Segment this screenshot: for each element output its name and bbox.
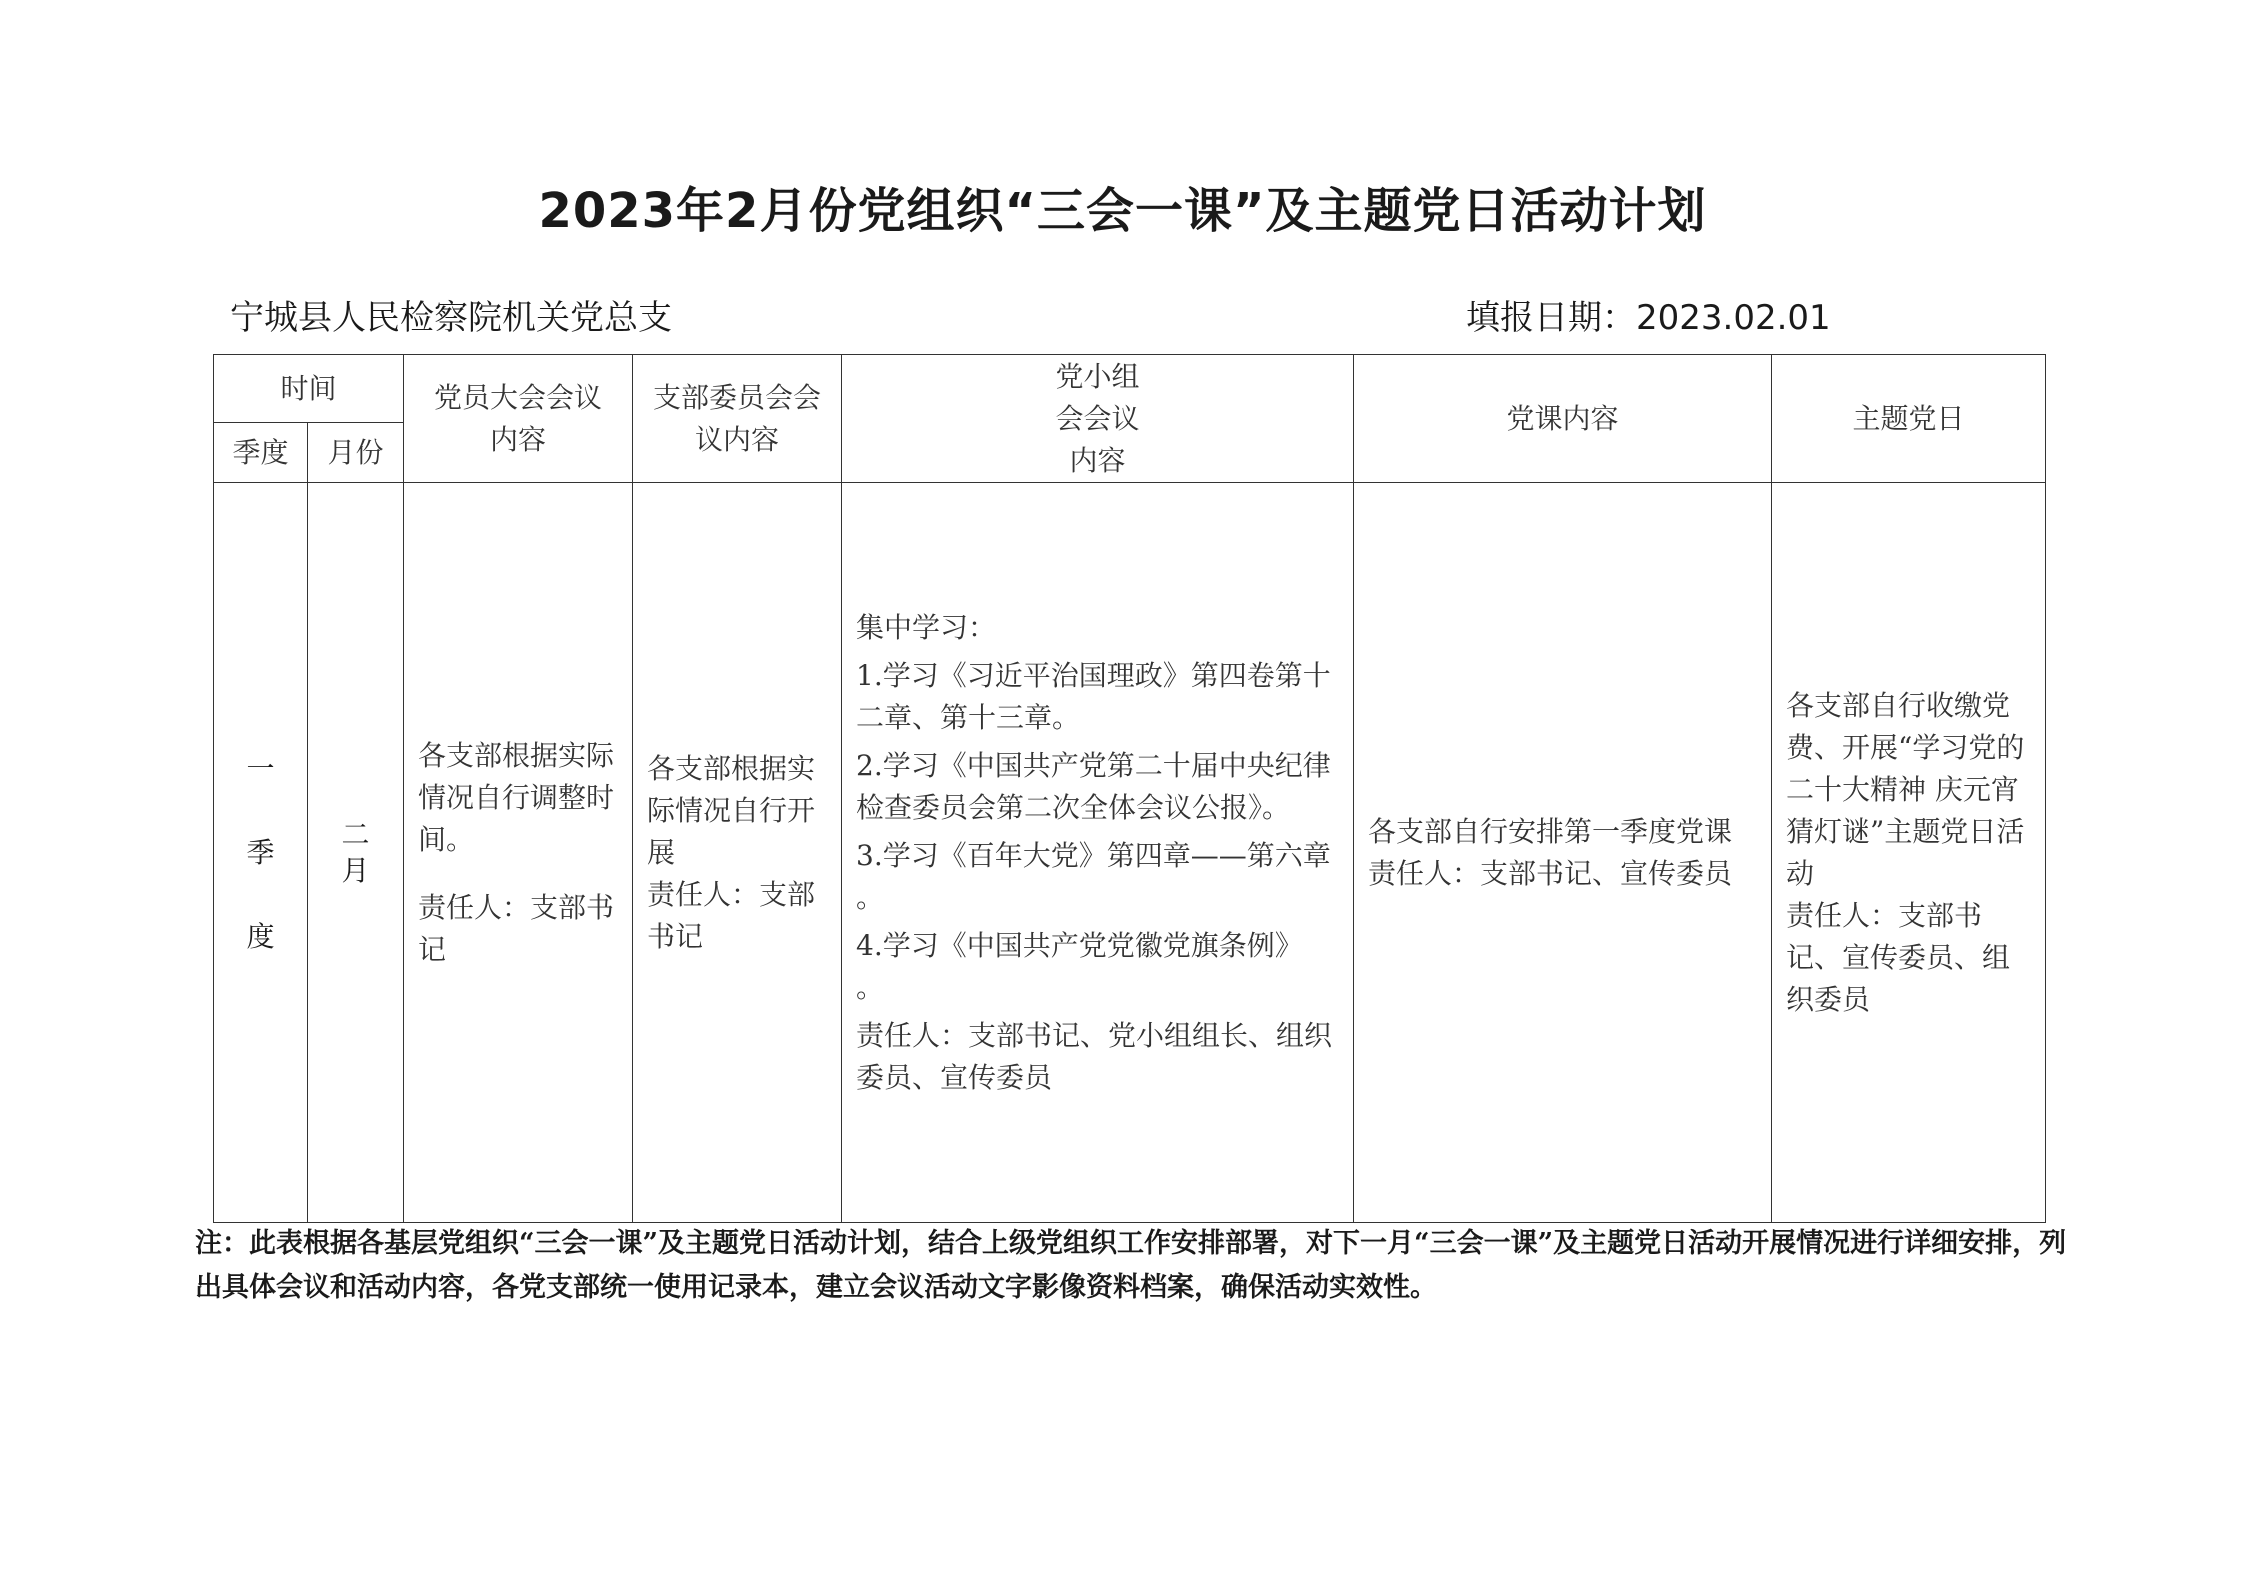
members-meeting-responsible: 责任人：支部书记 bbox=[418, 890, 615, 966]
party-lecture-responsible: 责任人：支部书记、宣传委员 bbox=[1368, 856, 1733, 890]
group-meeting-item: 4.学习《中国共产党党徽党旗条例》 。 bbox=[856, 928, 1303, 1004]
group-meeting-item: 1.学习《习近平治国理政》第四卷第十二章、第十三章。 bbox=[856, 658, 1331, 734]
quarter-char: 季 bbox=[246, 835, 275, 869]
activity-plan-table bbox=[213, 354, 2046, 1223]
header-party-lecture: 党课内容 bbox=[1354, 355, 1772, 483]
committee-meeting-content: 各支部根据实际情况自行开展 bbox=[647, 751, 816, 869]
party-lecture-content: 各支部自行安排第一季度党课 bbox=[1368, 814, 1733, 848]
members-meeting-content: 各支部根据实际情况自行调整时间。 bbox=[418, 738, 615, 856]
footnote: 注：此表根据各基层党组织“三会一课”及主题党日活动计划，结合上级党组织工作安排部署，对下一月“三会一课”及主题党日活动开展情况进行详细安排，列出具体会议和活动内容，各党支部统一使用记录本，建立会议活动文字影像资料档案，确保活动实效性。 bbox=[195, 1228, 2067, 1303]
header-time: 时间 bbox=[214, 355, 404, 423]
quarter-char: 一 bbox=[246, 751, 275, 785]
header-month: 月份 bbox=[308, 423, 404, 483]
members-meeting-cell bbox=[404, 483, 633, 1223]
document-title: 2023年2月份党组织“三会一课”及主题党日活动计划 bbox=[538, 183, 1707, 239]
organization-name: 宁城县人民检察院机关党总支 bbox=[230, 298, 672, 338]
fill-date: 填报日期：2023.02.01 bbox=[1466, 298, 1831, 338]
header-group-meeting: 党小组会会议内容 bbox=[842, 355, 1354, 483]
quarter-char: 度 bbox=[246, 919, 275, 953]
group-meeting-cell bbox=[842, 483, 1354, 1223]
theme-day-content: 各支部自行收缴党费、开展“学习党的二十大精神 庆元宵 猜灯谜”主题党日活动 bbox=[1786, 688, 2025, 890]
header-members-meeting: 党员大会会议内容 bbox=[404, 355, 633, 483]
header-theme-day: 主题党日 bbox=[1772, 355, 2046, 483]
committee-meeting-responsible: 责任人：支部书记 bbox=[647, 877, 816, 953]
group-meeting-item: 2.学习《中国共产党第二十届中央纪律检查委员会第二次全体会议公报》。 bbox=[856, 748, 1331, 824]
committee-meeting-cell bbox=[633, 483, 842, 1223]
party-lecture-cell bbox=[1354, 483, 1772, 1223]
group-meeting-intro: 集中学习： bbox=[856, 610, 997, 644]
month-cell: 二月 bbox=[308, 483, 404, 1223]
quarter-cell bbox=[214, 483, 308, 1223]
group-meeting-item: 3.学习《百年大党》第四章——第六章 。 bbox=[856, 838, 1331, 914]
theme-day-cell bbox=[1772, 483, 2046, 1223]
theme-day-responsible: 责任人：支部书记、宣传委员、组织委员 bbox=[1786, 898, 2011, 1016]
group-meeting-responsible: 责任人：支部书记、党小组组长、组织委员、宣传委员 bbox=[856, 1018, 1333, 1094]
header-quarter: 季度 bbox=[214, 423, 308, 483]
header-committee-meeting: 支部委员会会议内容 bbox=[633, 355, 842, 483]
